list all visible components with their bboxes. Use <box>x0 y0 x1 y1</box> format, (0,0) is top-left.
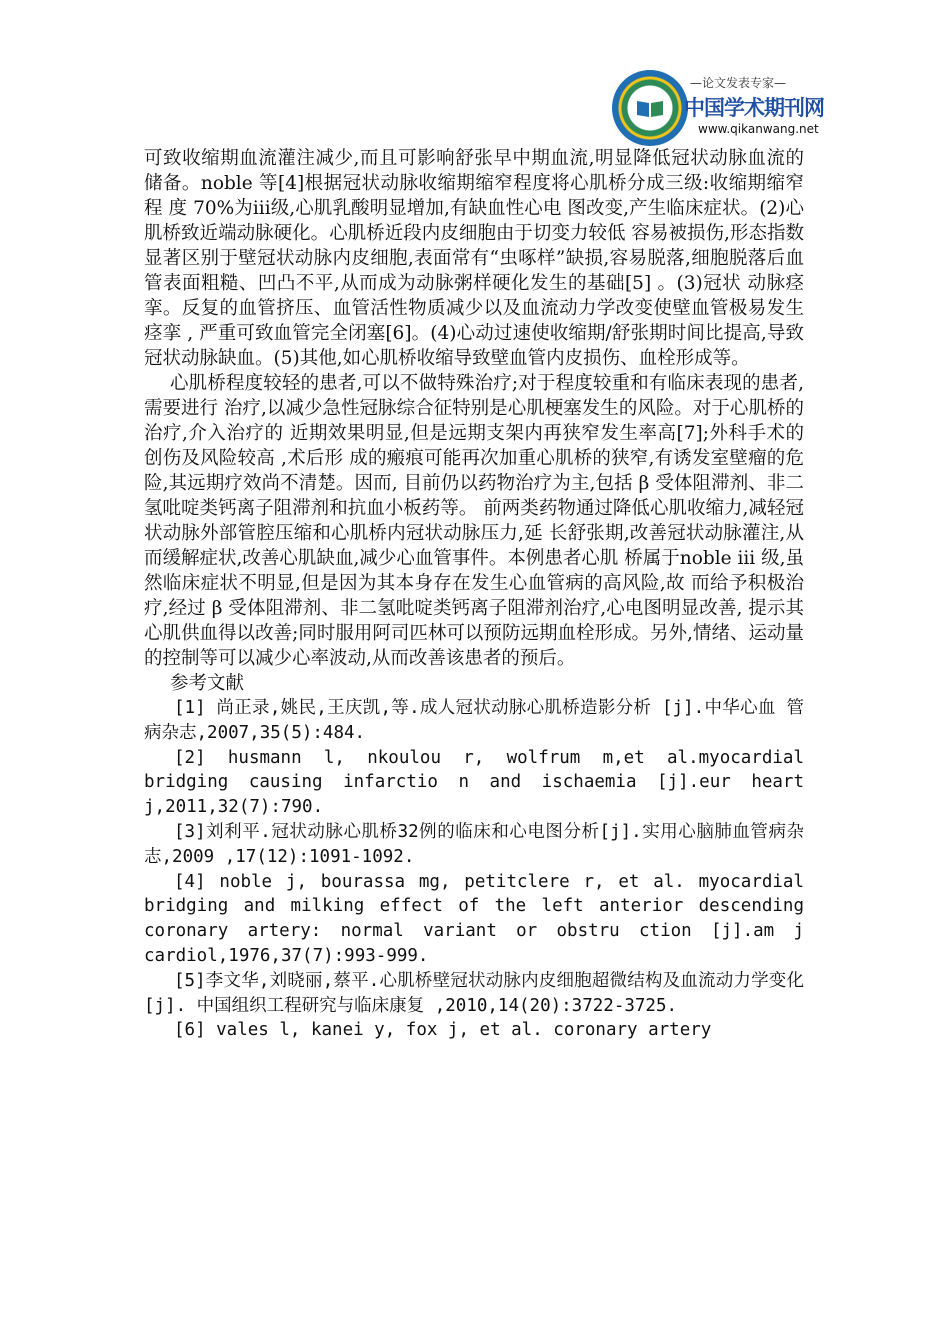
site-logo <box>612 70 824 146</box>
body-paragraph: 心肌桥程度较轻的患者,可以不做特殊治疗;对于程度较重和有临床表现的患者,需要进行 治疗,以减少急性冠脉综合征特别是心肌梗塞发生的风险。对于心肌桥的治疗,介入治疗的 近期效果明显,但是远期支架内再狭窄发生率高[7];外科手术的创伤及风险较高 ,术后形 成的瘢痕可能再次加重心肌桥的狭窄,有诱发室壁瘤的危险,其远期疗效尚不清楚。因而, 目前仍以药物治疗为主,包括 β 受体阻滞剂、非二氢吡啶类钙离子阻滞剂和抗血小板药等。 前两类药物通过降低心肌收缩力,减轻冠状动脉外部管腔压缩和心肌桥内冠状动脉压力,延 长舒张期,改善冠状动脉灌注,从而缓解症状,改善心肌缺血,减少心血管事件。本例患者心肌 桥属于noble iii 级,虽然临床症状不明显,但是因为其本身存在发生心血管病的高风险,故 而给予积极治疗,经过 β 受体阻滞剂、非二氢吡啶类钙离子阻滞剂治疗,心电图明显改善, 提示其心肌供血得以改善;同时服用阿司匹林可以预防远期血栓形成。另外,情绪、运动量 的控制等可以减少心率波动,从而改善该患者的预后。 <box>144 373 804 669</box>
reference-item: [2] husmann l, nkoulou r, wolfrum m,et al.myocardial bridging causing infarctio n and ischaemia [j].eur heart j,2011,32(7):790. <box>144 747 804 818</box>
reference-item: [4] noble j, bourassa mg, petitclere r, et al. myocardial bridging and milking effect of the left anterior descending coronary artery: normal variant or obstru ction [j].am j cardiol,1976,37(7):993-999. <box>144 871 804 966</box>
reference-item: [3]刘利平.冠状动脉心肌桥32例的临床和心电图分析[j].实用心脑肺血管病杂志,2009 ,17(12):1091-1092. <box>144 821 804 867</box>
body-paragraph: 可致收缩期血流灌注减少,而且可影响舒张早中期血流,明显降低冠状动脉血流的 储备。noble 等[4]根据冠状动脉收缩期缩窄程度将心肌桥分成三级:收缩期缩窄程 度 70%为iii级,心肌乳酸明显增加,有缺血性心电 图改变,产生临床症状。(2)心肌桥致近端动脉硬化。心肌桥近段内皮细胞由于切变力较低 容易被损伤,形态指数显著区别于壁冠状动脉内皮细胞,表面常有“虫啄样”缺损,容易脱落,细胞脱落后血管表面粗糙、凹凸不平,从而成为动脉粥样硬化发生的基础[5] 。(3)冠状 动脉痉挛。反复的血管挤压、血管活性物质减少以及血流动力学改变使壁血管极易发生痉挛 , 严重可致血管完全闭塞[6]。(4)心动过速使收缩期/舒张期时间比提高,导致冠状动脉缺血。(5)其他,如心肌桥收缩导致壁血管内皮损伤、血栓形成等。 <box>144 148 804 369</box>
logo-emblem <box>612 70 688 146</box>
logo-name: 中国学术期刊网 <box>684 96 824 120</box>
book-icon <box>636 98 664 118</box>
logo-url: www.qikanwang.net <box>698 122 819 136</box>
document-body <box>144 146 804 1043</box>
reference-item: [6] vales l, kanei y, fox j, et al. coronary artery <box>174 1020 712 1041</box>
references-heading: 参考文献 <box>170 673 245 694</box>
reference-item: [5]李文华,刘晓丽,蔡平.心肌桥壁冠状动脉内皮细胞超微结构及血流动力学变化 [j]. 中国组织工程研究与临床康复 ,2010,14(20):3722-3725. <box>144 970 804 1016</box>
logo-tagline: —论文发表专家— <box>690 76 787 90</box>
reference-item: [1] 尚正录,姚民,王庆凯,等.成人冠状动脉心肌桥造影分析 [j].中华心血 管病杂志,2007,35(5):484. <box>144 698 804 743</box>
